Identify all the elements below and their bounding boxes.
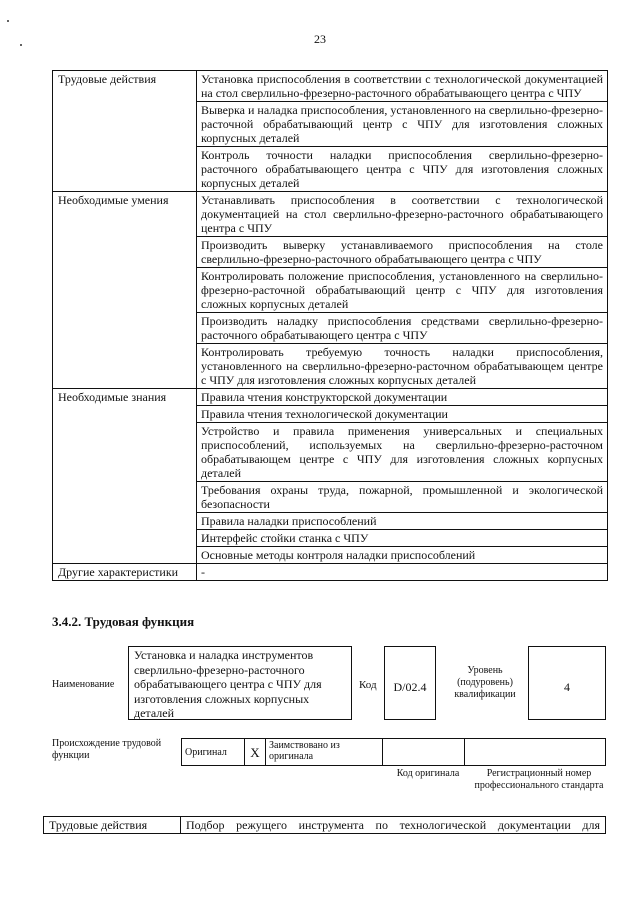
qualification-level-label: Уровень (подуровень) квалификации: [454, 665, 516, 700]
table-row: [44, 817, 606, 834]
qualification-level-box: 4: [528, 646, 606, 720]
section-title: 3.4.2. Трудовая функция: [52, 614, 195, 629]
table-cell: Устройство и правила применения универсальных и специальных приспособлений, используемых на сверлильно-фрезерно-расточном обрабатывающем центре с ЧПУ для изготовления сложных корпусных деталей: [197, 423, 608, 482]
function-name-box: Установка и наладка инструментов сверлильно-фрезерно-расточного обрабатывающего центра с ЧПУ для изготовления сложных корпусных деталей: [128, 646, 352, 720]
borrowed-label: Заимствовано из оригинала: [266, 739, 383, 766]
table-cell: Требования охраны труда, пожарной, промышленной и экологической безопасности: [197, 482, 608, 513]
reg-number-cell: [465, 739, 606, 766]
table-cell: Интерфейс стойки станка с ЧПУ: [197, 530, 608, 547]
scan-speck: [20, 44, 22, 46]
row-header-other-characteristics: Другие характеристики: [53, 564, 197, 581]
table-cell: -: [197, 564, 608, 581]
original-code-caption: Код оригинала: [396, 768, 460, 779]
page-number: 23: [314, 32, 326, 46]
table-row: [182, 739, 606, 766]
competency-table: [52, 70, 608, 581]
original-code-cell: [383, 739, 465, 766]
reg-number-caption: Регистрационный номер профессионального стандарта: [474, 768, 604, 791]
original-label: Оригинал: [182, 739, 245, 766]
table-cell: Контролировать требуемую точность наладки приспособления, установленного на сверлильно-фрезерно-расточном обрабатывающем центре с ЧПУ для изготовления сложных корпусных деталей: [197, 344, 608, 389]
original-mark: X: [245, 739, 266, 766]
scan-speck: [7, 20, 9, 22]
name-label: Наименование: [52, 679, 115, 690]
labor-actions-table: [43, 816, 606, 834]
table-cell: Выверка и наладка приспособления, установленного на сверлильно-фрезерно-расточной обрабатывающий центр с ЧПУ для изготовления сложных корпусных деталей: [197, 102, 608, 147]
table-row: [53, 389, 608, 406]
table-cell: Правила чтения конструкторской документации: [197, 389, 608, 406]
origin-table: [181, 738, 606, 766]
table-cell: Производить наладку приспособления средствами сверлильно-фрезерно-расточного обрабатывающего центра с ЧПУ: [197, 313, 608, 344]
table-cell: Устанавливать приспособления в соответствии с технологической документацией на стол сверлильно-фрезерно-расточного обрабатывающего центра с ЧПУ: [197, 192, 608, 237]
row-header-labor-actions: Трудовые действия: [53, 71, 197, 192]
row-header-required-knowledge: Необходимые знания: [53, 389, 197, 564]
table-cell: Правила чтения технологической документации: [197, 406, 608, 423]
table-cell: Подбор режущего инструмента по технологической документации для: [181, 817, 606, 834]
row-header-labor-actions: Трудовые действия: [44, 817, 181, 834]
table-row: [53, 71, 608, 102]
table-cell: Установка приспособления в соответствии с технологической документацией на стол сверлильно-фрезерно-расточного обрабатывающего центра с ЧПУ: [197, 71, 608, 102]
table-cell: Контроль точности наладки приспособления сверлильно-фрезерно-расточного обрабатывающего центра с ЧПУ для изготовления сложных корпусных деталей: [197, 147, 608, 192]
code-label: Код: [359, 679, 377, 691]
table-cell: Контролировать положение приспособления, установленного на сверлильно-фрезерно-расточной обрабатывающий центр с ЧПУ для изготовления сложных корпусных деталей: [197, 268, 608, 313]
table-row: [53, 192, 608, 237]
table-cell: Основные методы контроля наладки приспособлений: [197, 547, 608, 564]
origin-label: Происхождение трудовой функции: [52, 738, 162, 761]
code-value-box: D/02.4: [384, 646, 436, 720]
table-cell: Производить выверку устанавливаемого приспособления на столе сверлильно-фрезерно-расточного обрабатывающего центра с ЧПУ: [197, 237, 608, 268]
table-row: [53, 564, 608, 581]
row-header-required-skills: Необходимые умения: [53, 192, 197, 389]
table-cell: Правила наладки приспособлений: [197, 513, 608, 530]
